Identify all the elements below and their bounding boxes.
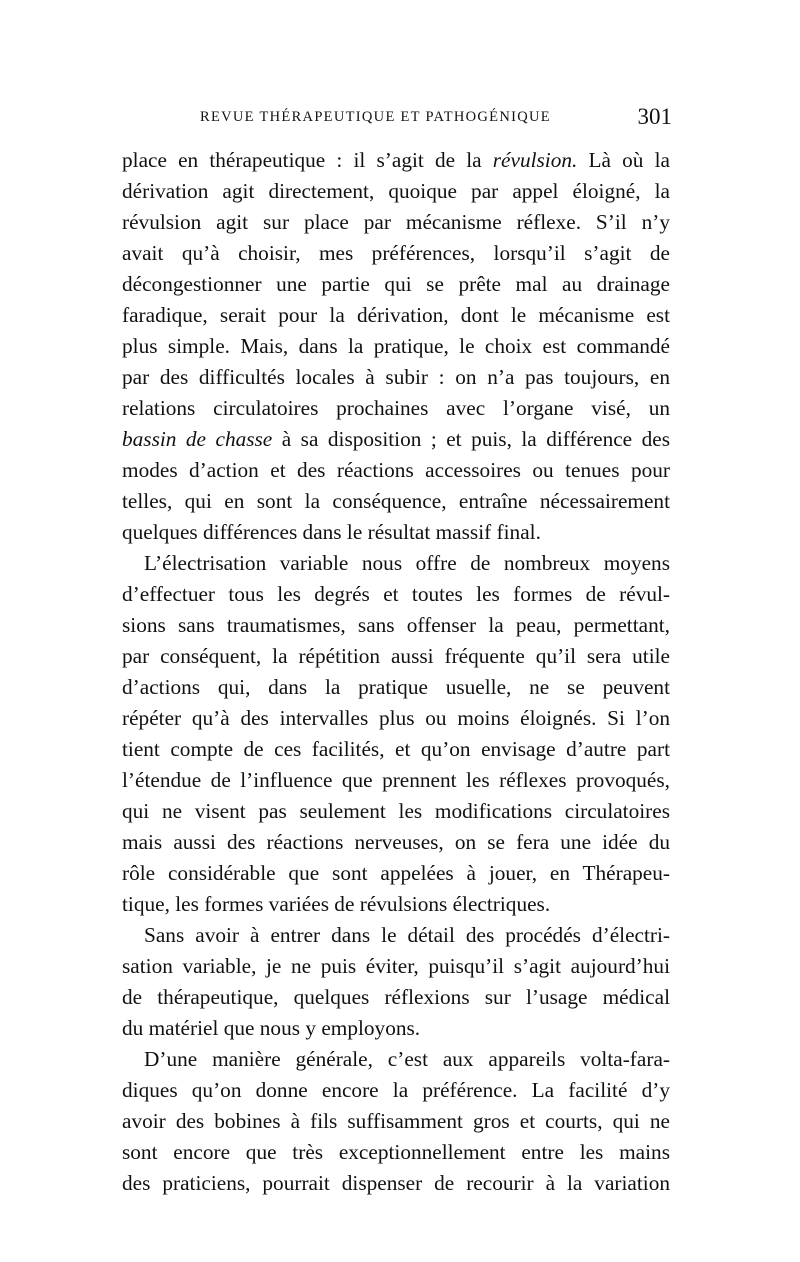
text-line: tient compte de ces facilités, et qu’on envisage d’autre part — [122, 737, 670, 761]
text-line: place en thérapeutique : il s’agit de la révulsion. Là où la — [122, 148, 670, 172]
text-line: plus simple. Mais, dans la pratique, le choix est commandé — [122, 334, 670, 358]
page-number: 301 — [637, 104, 672, 129]
text-line: dérivation agit directement, quoique par appel éloigné, la — [122, 179, 670, 203]
text-line: diques qu’on donne encore la préférence. La facilité d’y — [122, 1078, 670, 1102]
text-line: l’étendue de l’influence que prennent les réflexes provoqués, — [122, 768, 670, 792]
text-line: relations circulatoires prochaines avec l’organe visé, un — [122, 396, 670, 420]
text-line: D’une manière générale, c’est aux appareils volta-fara- — [144, 1047, 670, 1071]
text-line: d’effectuer tous les degrés et toutes les formes de révul- — [122, 582, 670, 606]
text-line: tique, les formes variées de révulsions électriques. — [122, 892, 551, 916]
text-line: bassin de chasse à sa disposition ; et puis, la différence des — [122, 427, 670, 451]
text-line: qui ne visent pas seulement les modifications circulatoires — [122, 799, 670, 823]
text-line: quelques différences dans le résultat massif final. — [122, 520, 541, 544]
text-line: de thérapeutique, quelques réflexions sur l’usage médical — [122, 985, 670, 1009]
running-head: REVUE THÉRAPEUTIQUE ET PATHOGÉNIQUE — [200, 109, 551, 125]
text-line: telles, qui en sont la conséquence, entraîne nécessairement — [122, 489, 670, 513]
text-line: sions sans traumatismes, sans offenser la peau, permettant, — [122, 613, 670, 637]
text-line: des praticiens, pourrait dispenser de recourir à la variation — [122, 1171, 670, 1195]
text-line: faradique, serait pour la dérivation, dont le mécanisme est — [122, 303, 670, 327]
text-line: L’électrisation variable nous offre de nombreux moyens — [144, 551, 670, 575]
text-line: répéter qu’à des intervalles plus ou moins éloignés. Si l’on — [122, 706, 670, 730]
text-line: modes d’action et des réactions accessoires ou tenues pour — [122, 458, 670, 482]
text-line: décongestionner une partie qui se prête mal au drainage — [122, 272, 670, 296]
text-line: par conséquent, la répétition aussi fréquente qu’il sera utile — [122, 644, 670, 668]
body-text — [122, 145, 670, 1199]
text-line: avait qu’à choisir, mes préférences, lorsqu’il s’agit de — [122, 241, 670, 265]
text-line: avoir des bobines à fils suffisamment gros et courts, qui ne — [122, 1109, 670, 1133]
text-line: révulsion agit sur place par mécanisme réflexe. S’il n’y — [122, 210, 670, 234]
text-line: rôle considérable que sont appelées à jouer, en Thérapeu- — [122, 861, 670, 885]
text-line: mais aussi des réactions nerveuses, on se fera une idée du — [122, 830, 670, 854]
text-line: par des difficultés locales à subir : on n’a pas toujours, en — [122, 365, 670, 389]
text-line: d’actions qui, dans la pratique usuelle, ne se peuvent — [122, 675, 670, 699]
text-line: sation variable, je ne puis éviter, puisqu’il s’agit aujourd’hui — [122, 954, 670, 978]
text-line: Sans avoir à entrer dans le détail des procédés d’électri- — [144, 923, 670, 947]
text-line: sont encore que très exceptionnellement entre les mains — [122, 1140, 670, 1164]
text-line: du matériel que nous y employons. — [122, 1016, 421, 1040]
